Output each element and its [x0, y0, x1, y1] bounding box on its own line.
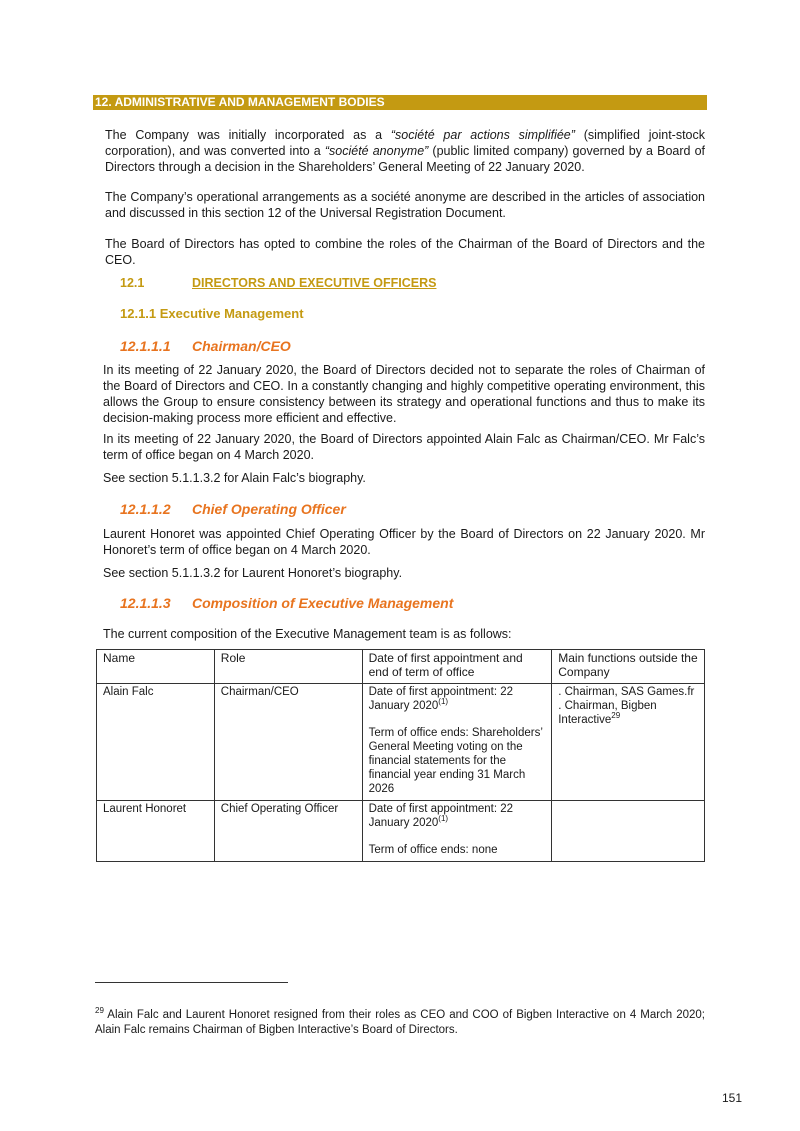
section-title: 12. ADMINISTRATIVE AND MANAGEMENT BODIES	[95, 95, 385, 109]
heading-coo: 12.1.1.2 Chief Operating Officer	[120, 501, 346, 517]
coo-paragraph-2: See section 5.1.1.3.2 for Laurent Honoret’s biography.	[103, 566, 403, 580]
header-appointment: Date of first appointment and end of term of office	[362, 650, 552, 684]
chairman-paragraph-2: In its meeting of 22 January 2020, the Board of Directors appointed Alain Falc as Chairman/CEO. Mr Falc’s term of office began on 4 March 2020.	[103, 432, 705, 462]
footnote-29	[95, 1008, 705, 1038]
cell-name: Laurent Honoret	[97, 801, 215, 862]
coo-paragraph-1: Laurent Honoret was appointed Chief Operating Officer by the Board of Directors on 22 January 2020. Mr Honoret’s term of office began on 4 March 2020.	[103, 527, 705, 557]
cell-appointment: Date of first appointment: 22 January 2020$^{(1)}$ Term of office ends: Shareholders’ General Meeting voting on the financial statements for the financial year ending 31 March 2026	[362, 684, 552, 801]
footnote-separator	[95, 982, 288, 983]
header-functions: Main functions outside the Company	[552, 650, 705, 684]
footnote-text: Alain Falc and Laurent Honoret resigned from their roles as CEO and COO of Bigben Interactive on 4 March 2020; Alain Falc remains Chairman of Bigben Interactive’s Board of Directors.	[95, 1009, 705, 1036]
cell-appointment: Date of first appointment: 22 January 2020$^{(1)}$ Term of office ends: none	[362, 801, 552, 862]
header-name: Name	[97, 650, 215, 684]
cell-role: Chief Operating Officer	[214, 801, 362, 862]
page-number: 151	[722, 1091, 743, 1105]
footnote-marker: 29	[95, 1006, 104, 1016]
cell-functions: . Chairman, SAS Games.fr . Chairman, Bigben Interactive$^{29}$	[552, 684, 705, 801]
intro-paragraph-3: The Board of Directors has opted to combine the roles of the Chairman of the Board of Directors and the CEO.	[105, 237, 705, 267]
chairman-paragraph-1: In its meeting of 22 January 2020, the Board of Directors decided not to separate the roles of Chairman of the Board of Directors and CEO. In a constantly changing and highly competitive operating environment, this allows the Group to ensure consistency between its strategy and operational functions and thus to make its decision-making process more efficient and effective.	[103, 363, 705, 425]
section-title-bar	[93, 95, 707, 110]
heading-12-1-1: 12.1.1 Executive Management	[120, 306, 304, 321]
heading-composition: 12.1.1.3 Composition of Executive Management	[120, 595, 454, 611]
table-row	[97, 684, 705, 801]
intro-paragraph-1: The Company was initially incorporated as a “société par actions simplifiée” (simplified joint-stock corporation), and was converted into a “société anonyme” (public limited company) governed by a Board of Directors through a decision in the Shareholders’ General Meeting of 22 January 2020.	[105, 128, 706, 174]
executive-management-table	[96, 649, 705, 862]
cell-role: Chairman/CEO	[214, 684, 362, 801]
heading-12-1-title: DIRECTORS AND EXECUTIVE OFFICERS	[192, 276, 437, 290]
intro-paragraph-2: The Company’s operational arrangements as a société anonyme are described in the articles of association and discussed in this section 12 of the Universal Registration Document.	[105, 190, 705, 220]
cell-functions	[552, 801, 705, 862]
heading-12-1	[120, 276, 436, 290]
header-role: Role	[214, 650, 362, 684]
chairman-paragraph-3: See section 5.1.1.3.2 for Alain Falc’s biography.	[103, 471, 366, 485]
cell-name: Alain Falc	[97, 684, 215, 801]
heading-12-1-number: 12.1	[120, 276, 145, 290]
table-header-row	[97, 650, 705, 684]
table-row	[97, 801, 705, 862]
composition-intro: The current composition of the Executive Management team is as follows:	[103, 627, 512, 641]
heading-chairman-ceo: 12.1.1.1 Chairman/CEO	[120, 338, 291, 354]
